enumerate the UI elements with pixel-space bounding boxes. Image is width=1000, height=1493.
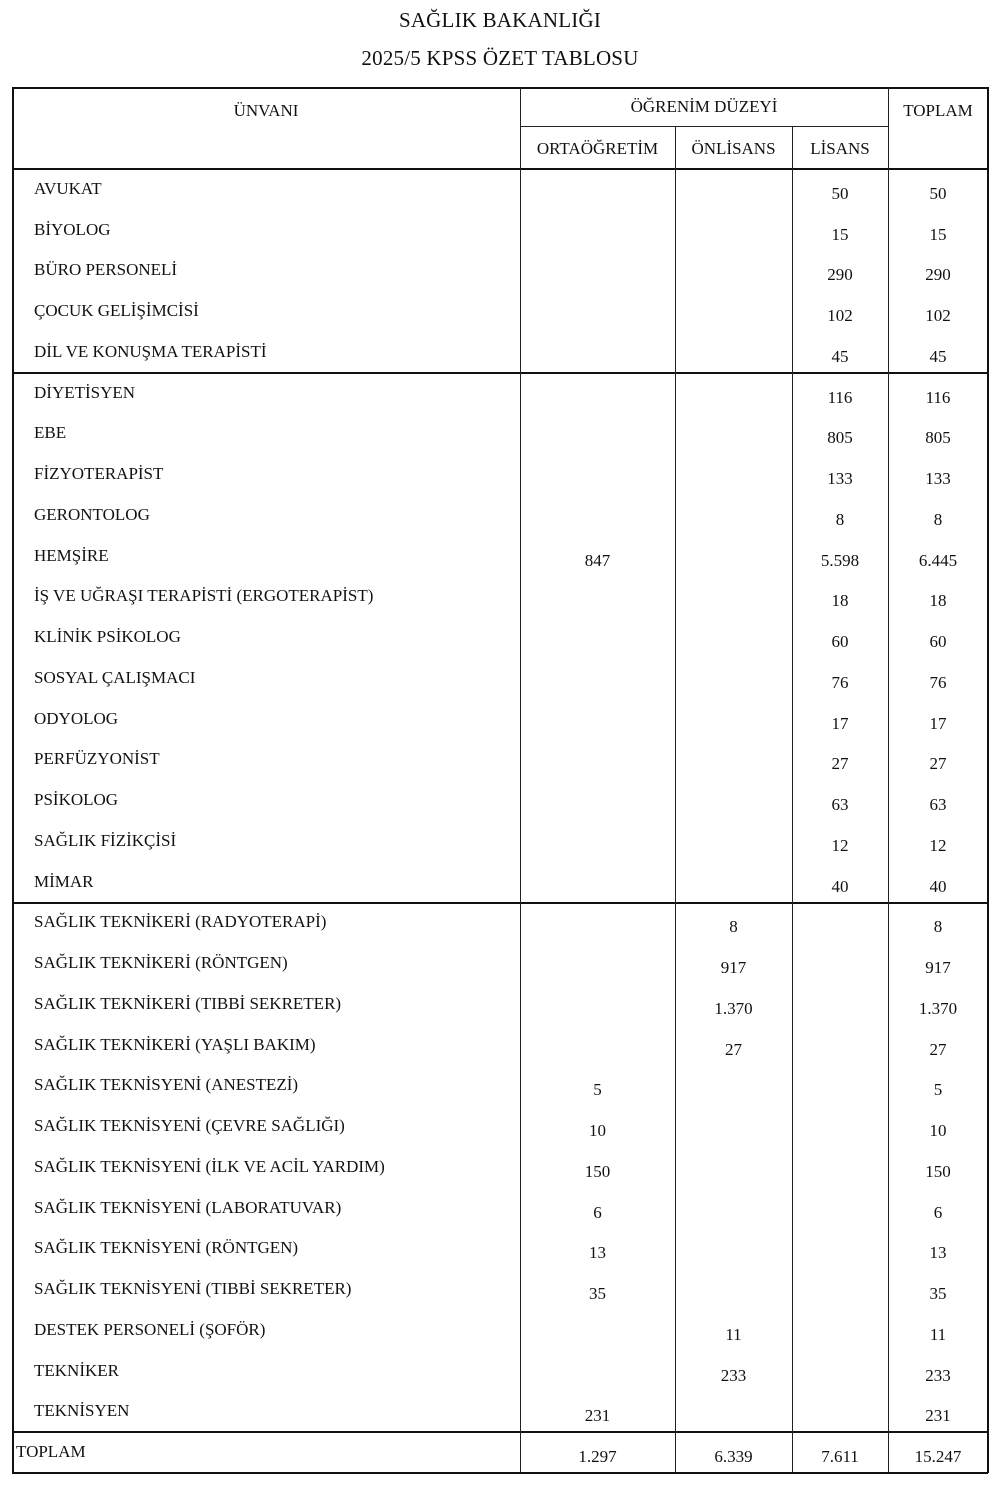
onlisans-cell: 1.370 <box>714 998 753 1018</box>
toplam-cell: 290 <box>925 265 951 285</box>
ortaogretim-cell: 5 <box>593 1080 602 1100</box>
toplam-cell: 27 <box>929 754 947 774</box>
onlisans-cell: 11 <box>725 1324 742 1344</box>
toplam-cell: 40 <box>929 876 947 896</box>
ortaogretim-cell <box>520 616 675 657</box>
onlisans-cell: 917 <box>720 958 747 978</box>
onlisans-cell <box>675 453 792 494</box>
row-unvan: SAĞLIK TEKNİSYENİ (TIBBİ SEKRETER) <box>34 1279 352 1299</box>
onlisans-cell <box>675 657 792 698</box>
toplam-cell: 116 <box>925 387 951 407</box>
onlisans-cell <box>675 209 792 250</box>
column-divider <box>675 126 676 1472</box>
lisans-cell <box>792 1391 888 1432</box>
header-onlisans: ÖNLİSANS <box>691 139 776 158</box>
onlisans-cell <box>675 739 792 780</box>
ortaogretim-cell <box>520 820 675 861</box>
lisans-cell <box>792 1228 888 1269</box>
row-unvan: BİYOLOG <box>34 219 111 239</box>
ortaogretim-cell: 13 <box>589 1243 606 1263</box>
row-unvan: SAĞLIK TEKNİSYENİ (İLK VE ACİL YARDIM) <box>34 1156 385 1176</box>
ortaogretim-cell <box>520 576 675 617</box>
lisans-cell: 116 <box>827 387 853 407</box>
onlisans-cell <box>675 698 792 739</box>
row-unvan: SOSYAL ÇALIŞMACI <box>34 667 196 687</box>
onlisans-cell <box>675 1105 792 1146</box>
toplam-cell: 8 <box>933 917 943 937</box>
toplam-cell: 17 <box>929 713 947 733</box>
toplam-cell: 231 <box>925 1406 951 1426</box>
lisans-cell: 60 <box>831 632 849 652</box>
column-divider <box>888 87 889 1472</box>
row-unvan: SAĞLIK TEKNİSYENİ (LABORATUVAR) <box>34 1197 342 1217</box>
ortaogretim-cell <box>520 942 675 983</box>
onlisans-cell: 27 <box>725 1039 742 1059</box>
lisans-cell <box>792 1105 888 1146</box>
toplam-cell: 10 <box>929 1121 947 1141</box>
onlisans-cell <box>675 413 792 454</box>
lisans-cell <box>792 1187 888 1228</box>
column-divider <box>987 87 989 1473</box>
toplam-cell: 27 <box>929 1039 947 1059</box>
onlisans-cell <box>675 494 792 535</box>
toplam-cell: 6.445 <box>918 550 958 570</box>
lisans-cell: 27 <box>831 754 849 774</box>
ortaogretim-cell <box>520 1024 675 1065</box>
onlisans-cell <box>675 168 792 209</box>
ortaogretim-cell <box>520 1350 675 1391</box>
onlisans-cell <box>675 1187 792 1228</box>
header-unvani: ÜNVANI <box>233 100 299 120</box>
row-unvan: ODYOLOG <box>34 708 119 728</box>
lisans-cell <box>792 1146 888 1187</box>
row-unvan: HEMŞİRE <box>34 545 109 565</box>
lisans-cell: 5.598 <box>820 550 860 570</box>
row-unvan: SAĞLIK TEKNİKERİ (TIBBİ SEKRETER) <box>34 993 342 1013</box>
total-toplam-cell: 15.247 <box>914 1447 962 1467</box>
row-unvan: SAĞLIK TEKNİSYENİ (ANESTEZİ) <box>34 1075 299 1095</box>
onlisans-cell <box>675 1228 792 1269</box>
toplam-cell: 35 <box>929 1284 947 1304</box>
row-unvan: KLİNİK PSİKOLOG <box>34 627 181 647</box>
ortaogretim-cell <box>520 739 675 780</box>
lisans-cell: 76 <box>831 672 849 692</box>
toplam-cell: 18 <box>929 591 947 611</box>
onlisans-cell <box>675 861 792 902</box>
onlisans-cell: 8 <box>729 917 738 937</box>
row-unvan: ÇOCUK GELİŞİMCİSİ <box>34 301 199 321</box>
ortaogretim-cell <box>520 372 675 413</box>
ortaogretim-cell: 10 <box>589 1121 606 1141</box>
row-unvan: DİL VE KONUŞMA TERAPİSTİ <box>34 341 267 361</box>
ortaogretim-cell <box>520 494 675 535</box>
lisans-cell <box>792 902 888 943</box>
lisans-cell: 18 <box>831 591 849 611</box>
row-unvan: DİYETİSYEN <box>34 382 136 402</box>
document-title: SAĞLIK BAKANLIĞI <box>398 8 602 32</box>
column-divider <box>12 87 14 1473</box>
column-divider <box>520 87 521 1472</box>
toplam-cell: 133 <box>925 469 951 489</box>
ortaogretim-cell <box>520 168 675 209</box>
row-unvan: SAĞLIK TEKNİSYENİ (ÇEVRE SAĞLIĞI) <box>34 1116 345 1136</box>
toplam-cell: 1.370 <box>918 998 958 1018</box>
toplam-cell: 102 <box>925 306 951 326</box>
toplam-cell: 13 <box>929 1243 947 1263</box>
row-unvan: SAĞLIK TEKNİKERİ (RADYOTERAPİ) <box>34 912 327 932</box>
row-divider <box>12 1472 988 1474</box>
toplam-cell: 45 <box>929 346 947 366</box>
total-lisans-cell: 7.611 <box>821 1447 859 1467</box>
row-unvan: PERFÜZYONİST <box>34 749 160 769</box>
onlisans-cell <box>675 331 792 372</box>
total-onlisans-cell: 6.339 <box>714 1447 753 1467</box>
onlisans-cell <box>675 1391 792 1432</box>
ortaogretim-cell <box>520 290 675 331</box>
row-unvan: SAĞLIK TEKNİKERİ (YAŞLI BAKIM) <box>34 1034 316 1054</box>
lisans-cell: 50 <box>831 183 849 203</box>
toplam-cell: 11 <box>929 1324 947 1344</box>
toplam-cell: 15 <box>929 224 947 244</box>
ortaogretim-cell <box>520 861 675 902</box>
row-divider <box>12 87 988 89</box>
lisans-cell: 8 <box>835 509 845 529</box>
toplam-cell: 805 <box>925 428 951 448</box>
ortaogretim-cell: 231 <box>584 1406 611 1426</box>
onlisans-cell <box>675 820 792 861</box>
row-unvan: SAĞLIK FİZİKÇİSİ <box>34 830 177 850</box>
onlisans-cell <box>675 372 792 413</box>
ortaogretim-cell <box>520 983 675 1024</box>
lisans-cell <box>792 1268 888 1309</box>
onlisans-cell <box>675 576 792 617</box>
ortaogretim-cell <box>520 331 675 372</box>
row-unvan: PSİKOLOG <box>34 790 119 810</box>
ortaogretim-cell <box>520 779 675 820</box>
header-ogrenim-duzeyi: ÖĞRENİM DÜZEYİ <box>630 96 778 116</box>
lisans-cell <box>792 1350 888 1391</box>
ortaogretim-cell: 35 <box>589 1284 606 1304</box>
ortaogretim-cell <box>520 413 675 454</box>
row-unvan: MİMAR <box>34 871 94 891</box>
row-unvan: TEKNİSYEN <box>34 1401 130 1421</box>
lisans-cell <box>792 1065 888 1106</box>
toplam-cell: 917 <box>925 958 951 978</box>
header-toplam: TOPLAM <box>903 100 973 120</box>
onlisans-cell <box>675 250 792 291</box>
onlisans-cell <box>675 535 792 576</box>
lisans-cell <box>792 1309 888 1350</box>
row-unvan: TEKNİKER <box>34 1360 119 1380</box>
lisans-cell: 40 <box>831 876 849 896</box>
toplam-cell: 233 <box>925 1365 951 1385</box>
onlisans-cell <box>675 616 792 657</box>
toplam-cell: 76 <box>929 672 947 692</box>
toplam-cell: 63 <box>929 795 947 815</box>
ortaogretim-cell: 150 <box>584 1161 611 1181</box>
toplam-cell: 150 <box>925 1161 951 1181</box>
row-unvan: BÜRO PERSONELİ <box>34 260 178 280</box>
onlisans-cell <box>675 1268 792 1309</box>
lisans-cell <box>792 942 888 983</box>
header-subdivider <box>520 126 888 127</box>
total-label: TOPLAM <box>16 1442 86 1462</box>
ortaogretim-cell: 6 <box>593 1202 602 1222</box>
ortaogretim-cell <box>520 1309 675 1350</box>
ortaogretim-cell <box>520 209 675 250</box>
row-unvan: SAĞLIK TEKNİSYENİ (RÖNTGEN) <box>34 1238 299 1258</box>
lisans-cell: 17 <box>831 713 849 733</box>
lisans-cell: 290 <box>827 265 853 285</box>
toplam-cell: 6 <box>933 1202 943 1222</box>
lisans-cell: 15 <box>831 224 849 244</box>
lisans-cell <box>792 983 888 1024</box>
toplam-cell: 60 <box>929 632 947 652</box>
row-unvan: FİZYOTERAPİST <box>34 464 164 484</box>
column-divider <box>792 126 793 1472</box>
lisans-cell: 45 <box>831 346 849 366</box>
total-ortaogretim-cell: 1.297 <box>578 1447 617 1467</box>
row-unvan: GERONTOLOG <box>34 504 150 524</box>
lisans-cell: 63 <box>831 795 849 815</box>
document-subtitle: 2025/5 KPSS ÖZET TABLOSU <box>361 46 639 70</box>
ortaogretim-cell <box>520 902 675 943</box>
row-unvan: EBE <box>34 423 67 443</box>
lisans-cell: 805 <box>827 428 853 448</box>
row-unvan: SAĞLIK TEKNİKERİ (RÖNTGEN) <box>34 953 288 973</box>
ortaogretim-cell <box>520 657 675 698</box>
ortaogretim-cell <box>520 453 675 494</box>
ortaogretim-cell <box>520 250 675 291</box>
toplam-cell: 12 <box>929 835 947 855</box>
ortaogretim-cell <box>520 698 675 739</box>
lisans-cell: 133 <box>827 469 853 489</box>
ortaogretim-cell: 847 <box>584 550 611 570</box>
lisans-cell <box>792 1024 888 1065</box>
toplam-cell: 50 <box>929 183 947 203</box>
row-unvan: DESTEK PERSONELİ (ŞOFÖR) <box>34 1319 266 1339</box>
lisans-cell: 102 <box>827 306 853 326</box>
row-unvan: AVUKAT <box>34 178 102 198</box>
onlisans-cell <box>675 1146 792 1187</box>
toplam-cell: 5 <box>933 1080 943 1100</box>
onlisans-cell <box>675 290 792 331</box>
toplam-cell: 8 <box>933 509 943 529</box>
row-unvan: İŞ VE UĞRAŞI TERAPİSTİ (ERGOTERAPİST) <box>34 586 374 606</box>
onlisans-cell <box>675 1065 792 1106</box>
lisans-cell: 12 <box>831 835 849 855</box>
onlisans-cell <box>675 779 792 820</box>
header-ortaogretim: ORTAÖĞRETİM <box>536 139 659 158</box>
header-lisans: LİSANS <box>810 139 870 158</box>
onlisans-cell: 233 <box>720 1365 747 1385</box>
